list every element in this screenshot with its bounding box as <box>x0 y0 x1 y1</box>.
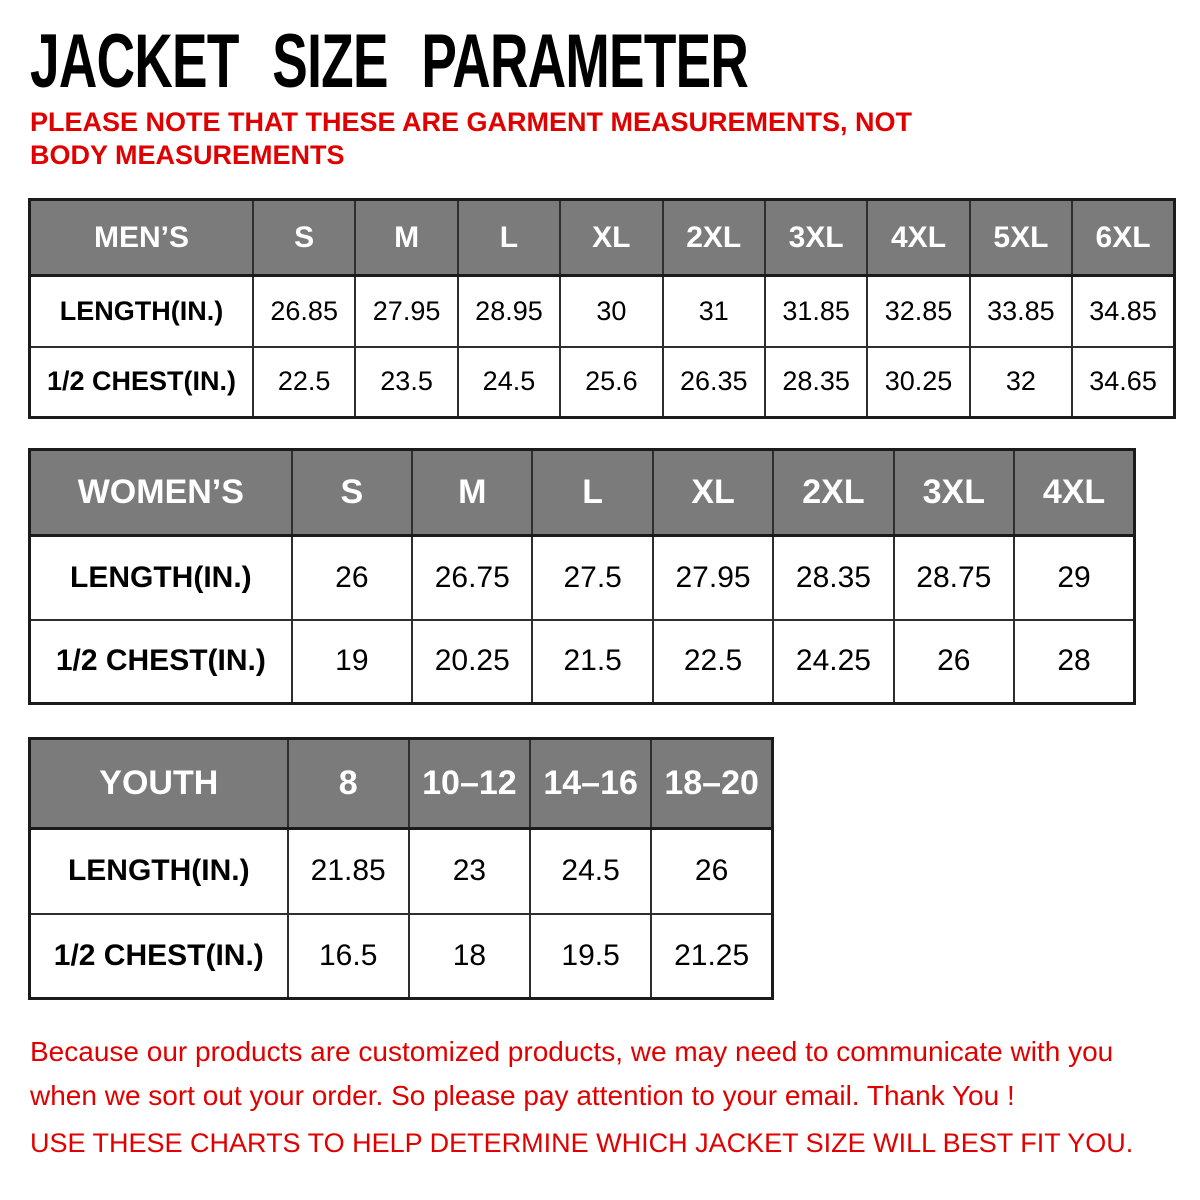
mens-table-title: MEN’S <box>30 200 253 276</box>
mens-size-column-header: 6XL <box>1072 200 1174 276</box>
measurement-label: LENGTH(IN.) <box>30 536 292 620</box>
womens-size-column-header: S <box>292 450 412 536</box>
measurement-value: 24.25 <box>773 620 893 704</box>
measurement-value: 33.85 <box>970 276 1072 347</box>
womens-size-column-header: L <box>532 450 652 536</box>
fit-advice: USE THESE CHARTS TO HELP DETERMINE WHICH JACKET SIZE WILL BEST FIT YOU. <box>30 1128 1134 1158</box>
measurement-value: 26 <box>894 620 1014 704</box>
garment-measurement-note: PLEASE NOTE THAT THESE ARE GARMENT MEASUREMENTS, NOT BODY MEASUREMENTS <box>30 107 913 171</box>
measurement-value: 29 <box>1014 536 1134 620</box>
measurement-value: 26.35 <box>663 347 765 418</box>
mens-size-column-header: 4XL <box>867 200 969 276</box>
measurement-value: 21.25 <box>651 914 772 999</box>
mens-size-table <box>28 198 1176 419</box>
measurement-value: 19.5 <box>530 914 651 999</box>
mens-size-column-header: 5XL <box>970 200 1072 276</box>
measurement-value: 25.6 <box>560 347 662 418</box>
measurement-value: 23 <box>409 829 530 914</box>
mens-header-row <box>30 200 1175 276</box>
measurement-value: 30.25 <box>867 347 969 418</box>
measurement-value: 21.5 <box>532 620 652 704</box>
mens-size-column-header: XL <box>560 200 662 276</box>
mens-size-column-header: S <box>253 200 355 276</box>
measurement-value: 22.5 <box>653 620 773 704</box>
youth-size-column-header: 8 <box>288 739 409 829</box>
measurement-value: 19 <box>292 620 412 704</box>
womens-size-table <box>28 448 1136 705</box>
mens-measurement-row <box>30 347 1175 418</box>
measurement-value: 28.95 <box>458 276 560 347</box>
youth-size-column-header: 18–20 <box>651 739 772 829</box>
measurement-label: 1/2 CHEST(IN.) <box>30 914 288 999</box>
measurement-label: 1/2 CHEST(IN.) <box>30 620 292 704</box>
measurement-value: 21.85 <box>288 829 409 914</box>
measurement-value: 18 <box>409 914 530 999</box>
measurement-value: 22.5 <box>253 347 355 418</box>
customization-notice: Because our products are customized products, we may need to communicate with you when we sort out your order. So please pay attention to your email. Thank You ! <box>30 1036 1114 1112</box>
womens-size-column-header: 3XL <box>894 450 1014 536</box>
measurement-label: 1/2 CHEST(IN.) <box>30 347 253 418</box>
measurement-value: 26 <box>651 829 772 914</box>
measurement-label: LENGTH(IN.) <box>30 829 288 914</box>
mens-size-column-header: 2XL <box>663 200 765 276</box>
measurement-value: 24.5 <box>530 829 651 914</box>
womens-size-column-header: 2XL <box>773 450 893 536</box>
womens-measurement-row <box>30 620 1135 704</box>
measurement-value: 27.95 <box>653 536 773 620</box>
measurement-value: 34.85 <box>1072 276 1174 347</box>
youth-header-row <box>30 739 773 829</box>
measurement-value: 16.5 <box>288 914 409 999</box>
mens-size-column-header: 3XL <box>765 200 867 276</box>
youth-size-table <box>28 737 774 1000</box>
measurement-value: 26.85 <box>253 276 355 347</box>
measurement-value: 28.75 <box>894 536 1014 620</box>
womens-header-row <box>30 450 1135 536</box>
measurement-value: 27.5 <box>532 536 652 620</box>
measurement-value: 20.25 <box>412 620 532 704</box>
measurement-value: 27.95 <box>355 276 457 347</box>
measurement-value: 31 <box>663 276 765 347</box>
mens-size-column-header: L <box>458 200 560 276</box>
measurement-value: 34.65 <box>1072 347 1174 418</box>
measurement-value: 28 <box>1014 620 1134 704</box>
youth-size-column-header: 10–12 <box>409 739 530 829</box>
measurement-value: 28.35 <box>765 347 867 418</box>
womens-size-column-header: 4XL <box>1014 450 1134 536</box>
measurement-value: 26.75 <box>412 536 532 620</box>
mens-measurement-row <box>30 276 1175 347</box>
womens-size-column-header: M <box>412 450 532 536</box>
measurement-value: 32.85 <box>867 276 969 347</box>
measurement-value: 28.35 <box>773 536 893 620</box>
mens-size-column-header: M <box>355 200 457 276</box>
youth-size-column-header: 14–16 <box>530 739 651 829</box>
womens-measurement-row <box>30 536 1135 620</box>
measurement-value: 26 <box>292 536 412 620</box>
youth-measurement-row <box>30 914 773 999</box>
womens-table-title: WOMEN’S <box>30 450 292 536</box>
measurement-value: 23.5 <box>355 347 457 418</box>
womens-size-column-header: XL <box>653 450 773 536</box>
youth-measurement-row <box>30 829 773 914</box>
measurement-value: 24.5 <box>458 347 560 418</box>
measurement-value: 31.85 <box>765 276 867 347</box>
youth-table-title: YOUTH <box>30 739 288 829</box>
measurement-value: 32 <box>970 347 1072 418</box>
measurement-label: LENGTH(IN.) <box>30 276 253 347</box>
measurement-value: 30 <box>560 276 662 347</box>
page-title: JACKET SIZE PARAMETER <box>30 19 749 104</box>
